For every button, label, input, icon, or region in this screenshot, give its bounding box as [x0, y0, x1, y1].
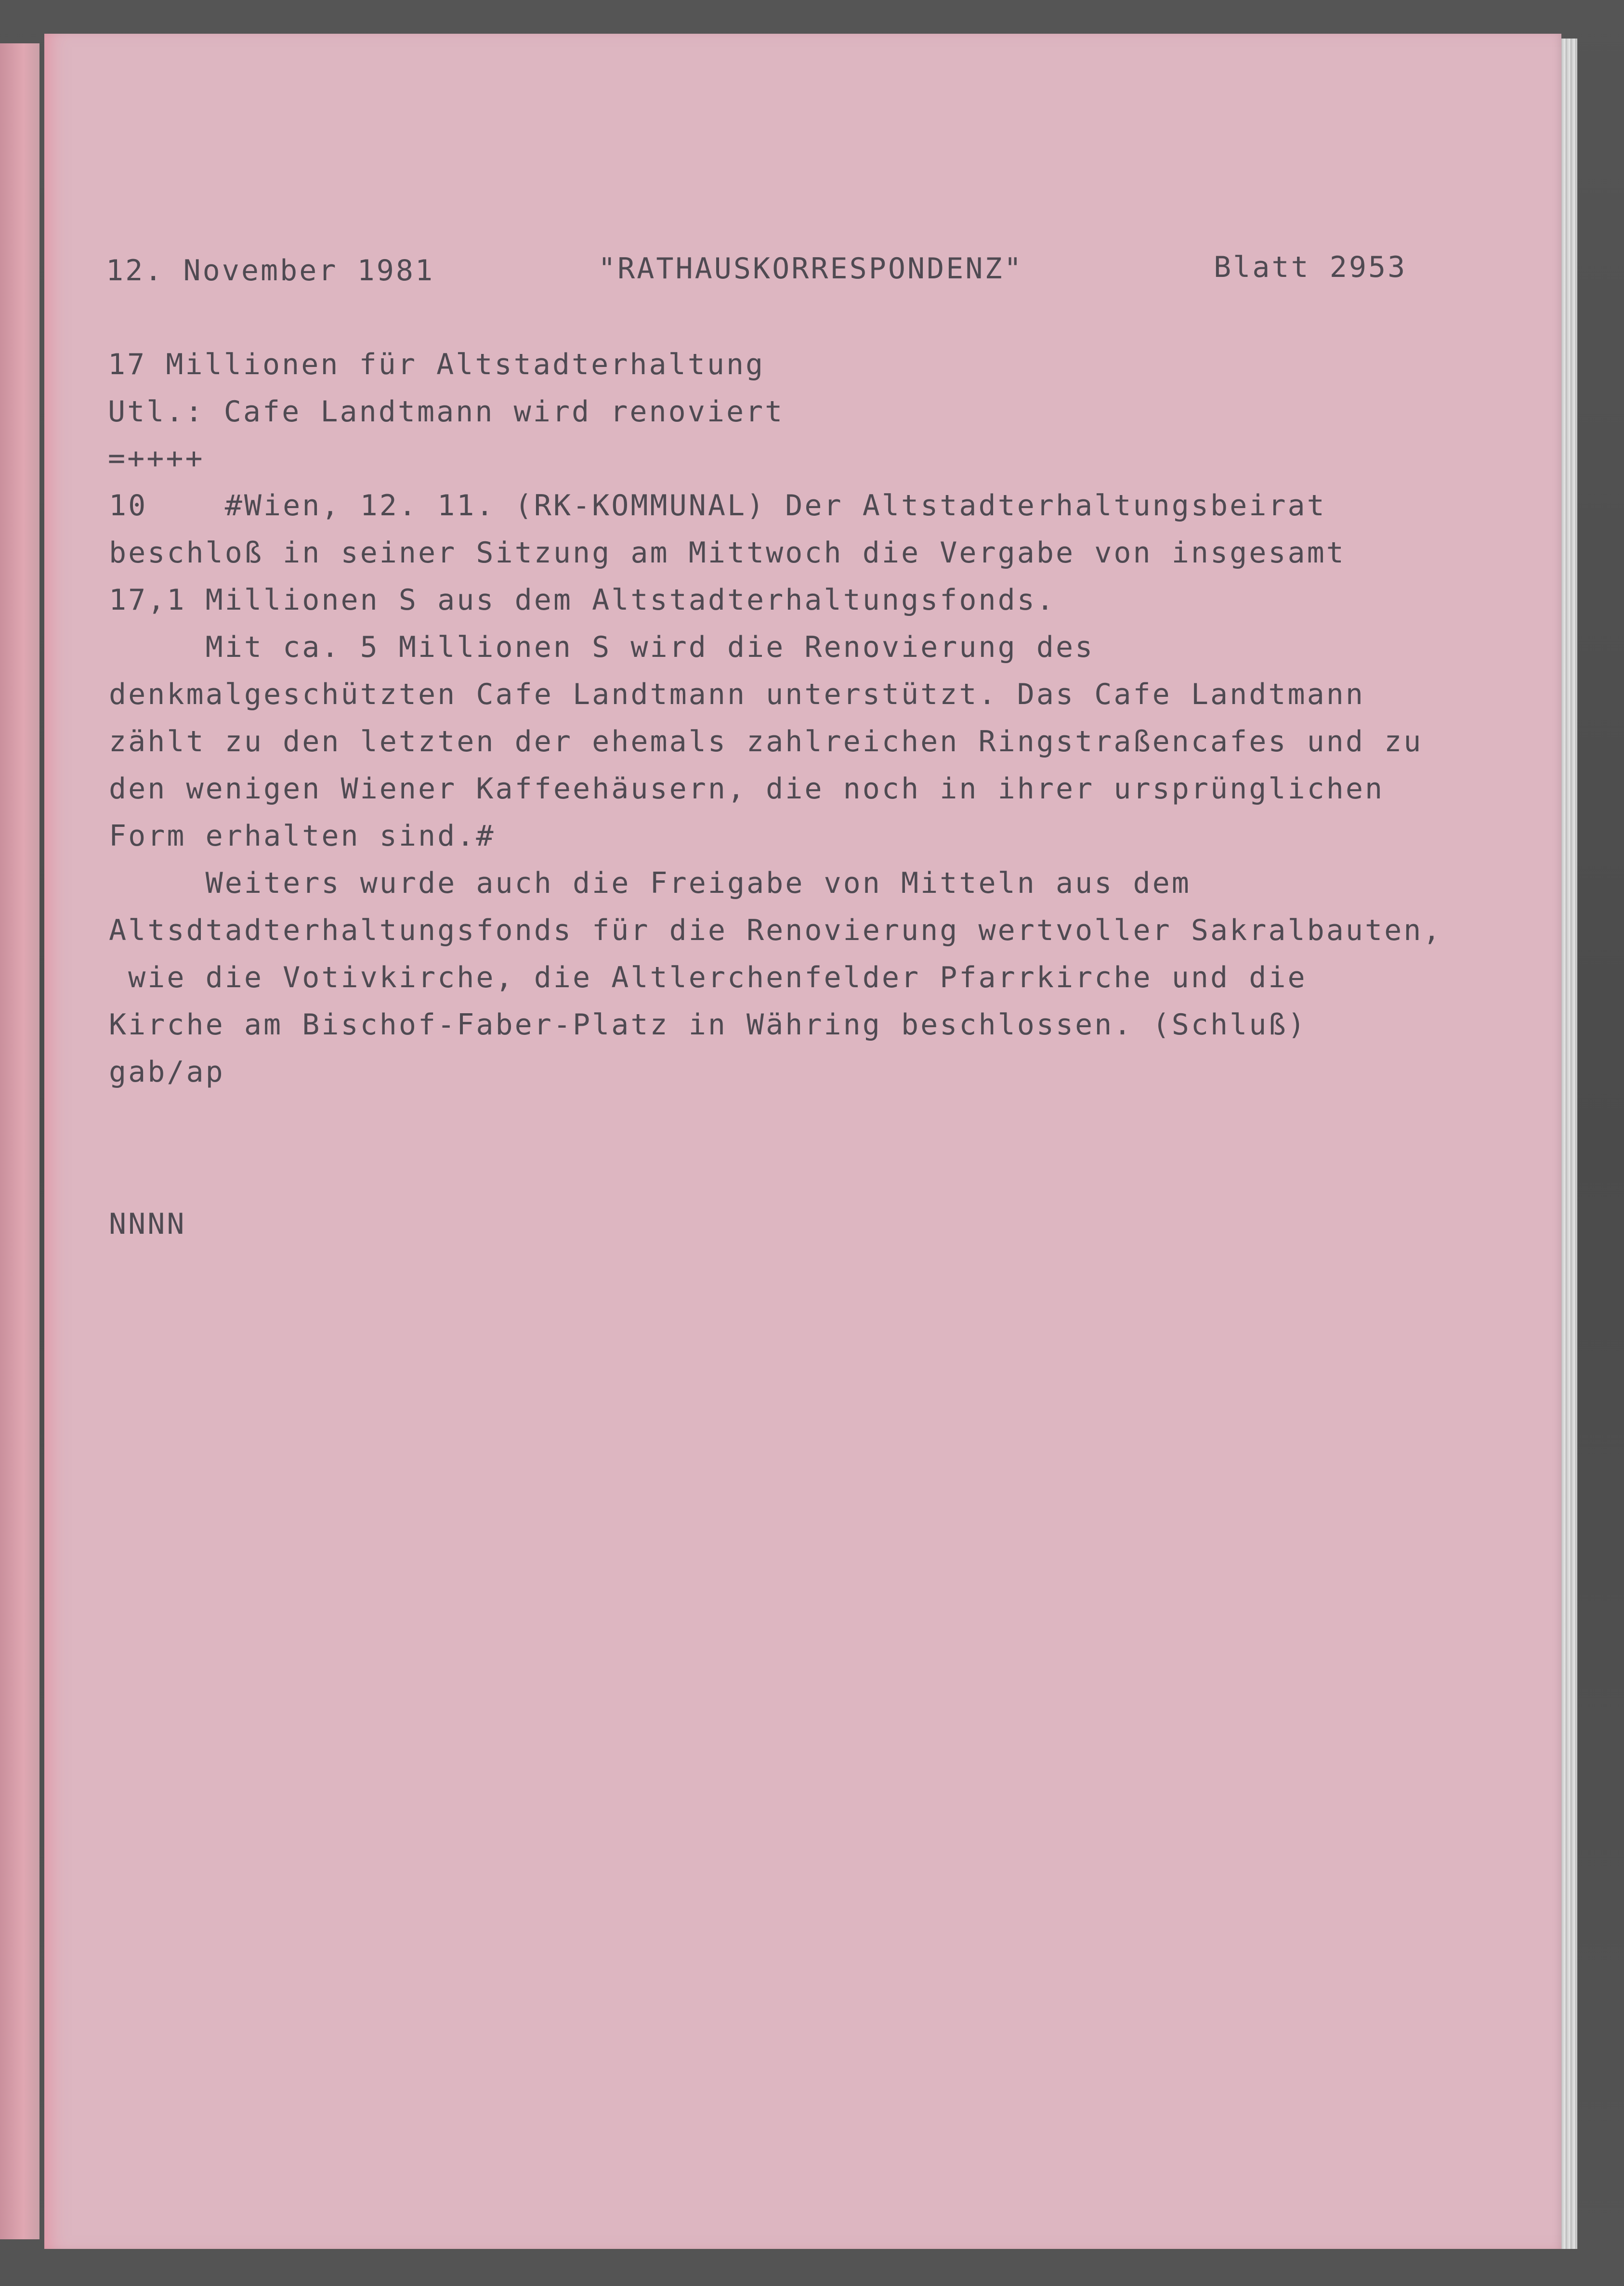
article-title: 17 Millionen für Altstadterhaltung — [108, 348, 765, 381]
body-line: Altsdtadterhaltungsfonds für die Renovierung wertvoller Sakralbauten, — [109, 914, 1442, 947]
body-line: 17,1 Millionen S aus dem Altstadterhaltungsfonds. — [109, 583, 1056, 617]
body-line: beschloß in seiner Sitzung am Mittwoch die Vergabe von insgesamt — [109, 536, 1346, 570]
header-publication: "RATHAUSKORRESPONDENZ" — [598, 252, 1023, 286]
body-line: den wenigen Wiener Kaffeehäusern, die noch in ihrer ursprünglichen — [109, 772, 1385, 806]
body-line: denkmalgeschützten Cafe Landtmann unterstützt. Das Cafe Landtmann — [109, 678, 1365, 711]
header-date: 12. November 1981 — [106, 254, 435, 287]
body-line: Kirche am Bischof-Faber-Platz in Währing beschlossen. (Schluß) — [109, 1008, 1307, 1042]
document-page — [44, 34, 1561, 2249]
header-sheet-number: Blatt 2953 — [1214, 250, 1407, 284]
body-line: zählt zu den letzten der ehemals zahlreichen Ringstraßencafes und zu — [109, 725, 1423, 758]
article-separator: =++++ — [108, 442, 205, 475]
body-line: wie die Votivkirche, die Altlerchenfelder Pfarrkirche und die — [109, 961, 1307, 994]
body-line: Mit ca. 5 Millionen S wird die Renovierung des — [109, 630, 1095, 664]
author-initials: gab/ap — [109, 1055, 225, 1089]
end-marker: NNNN — [109, 1207, 186, 1241]
previous-page-edge — [0, 43, 39, 2239]
body-line: 10 #Wien, 12. 11. (RK-KOMMUNAL) Der Altstadterhaltungsbeirat — [109, 489, 1326, 523]
body-line: Form erhalten sind.# — [109, 819, 496, 853]
body-line: Weiters wurde auch die Freigabe von Mitteln aus dem — [109, 866, 1191, 900]
article-subtitle: Utl.: Cafe Landtmann wird renoviert — [108, 395, 785, 429]
